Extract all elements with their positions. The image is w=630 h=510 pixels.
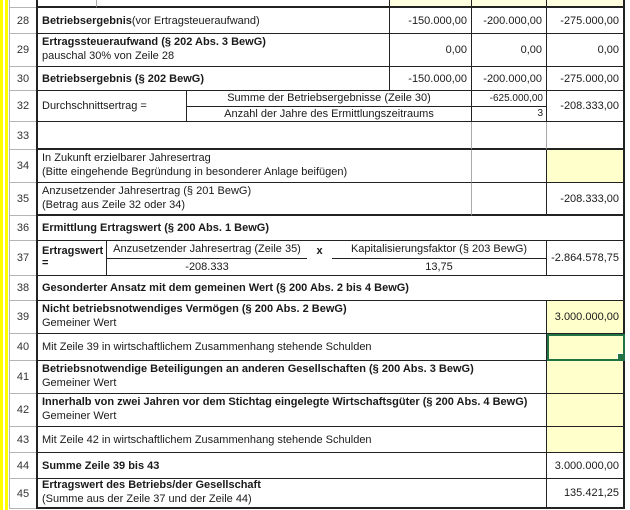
r44-value: 3.000.000,00 [547,453,625,479]
table-row-45 [9,479,625,509]
r32-numerator-value: -625.000,00 [472,91,546,107]
r40-input-cell-selected[interactable] [547,334,625,361]
row-number: 37 [9,241,36,276]
r42-input-cell[interactable] [547,394,625,427]
r45-line1: Ertragswert des Betriebs/der Gesellschaft [42,479,261,492]
row-number: 30 [9,67,36,91]
row-number: 43 [9,427,36,453]
r28-label [38,8,390,34]
partial-row-above [9,0,625,8]
r41-line2: Gemeiner Wert [42,377,117,389]
r41-input-cell[interactable] [547,361,625,394]
r38-section-header: Gesonderter Ansatz mit dem gemeinen Wert (§ 200 Abs. 2 bis 4 BewG) [38,276,625,301]
table-row-38 [9,276,625,301]
r35-line1: Anzusetzender Jahresertrag (§ 201 BewG) [42,184,252,197]
r29-label [38,34,390,67]
table-row-32 [9,91,625,122]
r29-line1: Ertragssteueraufwand (§ 202 Abs. 3 BewG) [42,36,266,49]
r37-factor2 [332,241,547,276]
row-number: 39 [9,301,36,334]
r35-value: -208.333,00 [547,183,625,216]
table-row-40 [9,334,625,361]
row-number: 40 [9,334,36,361]
row-number: 34 [9,150,36,183]
row-number: 29 [9,34,36,67]
partial-cell [547,0,625,8]
table-row-41 [9,361,625,394]
r30-value-year2: -200.000,00 [472,67,547,91]
partial-cell [38,0,97,8]
r42-label [38,394,547,427]
r33-empty-cell [547,122,625,150]
r43-input-cell[interactable] [547,427,625,453]
r37-factor2-label: Kapitalisierungsfaktor (§ 203 BewG) [332,241,546,259]
r36-section-header: Ermittlung Ertragswert (§ 200 Abs. 1 BewG) [38,216,625,241]
r42-line2: Gemeiner Wert [42,410,117,422]
r32-fraction-labels [187,91,472,122]
r42-line1: Innerhalb von zwei Jahren vor dem Stichtag eingelegte Wirtschaftsgüter (§ 200 Abs. 4 BewG) [42,396,528,409]
r37-label: Ertragswert = [38,241,107,276]
table-row-28 [9,8,625,34]
r28-value-year1: -150.000,00 [390,8,472,34]
r29-line2: pauschal 30% von Zeile 28 [42,50,175,62]
table-row-33 [9,122,625,150]
r34-label [38,150,472,183]
left-yellow-stripe [0,0,9,510]
row-number: 35 [9,183,36,216]
r37-factor1-value: -208.333 [185,260,229,273]
r34-line1: In Zukunft erzielbarer Jahresertrag [42,152,211,165]
r39-input-cell[interactable]: 3.000.000,00 [547,301,625,334]
r30-value-year3: -275.000,00 [547,67,625,91]
r32-denominator: Anzahl der Jahre des Ermittlungszeitraums [224,107,434,120]
r34-input-cell[interactable] [547,150,625,183]
r39-label [38,301,547,334]
r33-empty-cell [472,122,547,150]
r30-value-year1: -150.000,00 [390,67,472,91]
r32-fraction-values [472,91,547,122]
r39-line1: Nicht betriebsnotwendiges Vermögen (§ 200 Abs. 2 BewG) [42,303,347,316]
r28-label-bold: Betriebsergebnis [42,14,132,27]
table-row-44 [9,453,625,479]
row-number: 41 [9,361,36,394]
r45-label [38,479,547,509]
table-row-42 [9,394,625,427]
row-number: 44 [9,453,36,479]
r28-label-rest: (vor Ertragsteueraufwand) [131,14,260,27]
row-number: 38 [9,276,36,301]
form-table [9,0,625,510]
table-row-36 [9,216,625,241]
table-row-34 [9,150,625,183]
r28-value-year2: -200.000,00 [472,8,547,34]
r35-mid-cell [472,183,547,216]
r32-denominator-value: 3 [537,108,543,120]
r32-numerator: Summe der Betriebsergebnisse (Zeile 30) [187,91,471,107]
table-row-30 [9,67,625,91]
r32-label: Durchschnittsertrag = [38,91,187,122]
r35-label [38,183,472,216]
table-row-29 [9,34,625,67]
r34-line2: (Bitte eingehende Begründung in besonderer Anlage beifügen) [42,166,348,178]
row-number: 28 [9,8,36,34]
r28-value-year3: -275.000,00 [547,8,625,34]
r45-value: 135.421,25 [547,479,625,509]
r45-line2: (Summe aus der Zeile 37 und der Zeile 44) [42,493,252,505]
table-row-35 [9,183,625,216]
partial-cell [390,0,472,8]
r33-empty-cell [38,122,472,150]
row-number: 45 [9,479,36,509]
row-number: 32 [9,91,36,122]
r29-value-year3: 0,00 [547,34,625,67]
r35-line2: (Betrag aus Zeile 32 oder 34) [42,198,186,211]
r29-value-year1: 0,00 [390,34,472,67]
r37-factor1-label: Anzusetzender Jahresertrag (Zeile 35) [107,241,307,259]
r41-label [38,361,547,394]
r29-value-year2: 0,00 [472,34,547,67]
r37-result: -2.864.578,75 [547,241,625,276]
row-number: 36 [9,216,36,241]
table-row-39 [9,301,625,334]
partial-cell [472,0,547,8]
table-row-37 [9,241,625,276]
r37-factor2-value: 13,75 [425,260,453,273]
r30-label: Betriebsergebnis (§ 202 BewG) [38,67,390,91]
r32-result: -208.333,00 [547,91,625,122]
partial-cell [97,0,390,8]
row-number: 42 [9,394,36,427]
r34-mid-cell [472,150,547,183]
r39-line2: Gemeiner Wert [42,317,117,329]
row-number: 33 [9,122,36,150]
row-header-empty [9,0,36,8]
r41-line1: Betriebsnotwendige Beteiligungen an anderen Gesellschaften (§ 200 Abs. 3 BewG) [42,363,474,376]
r40-label: Mit Zeile 39 in wirtschaftlichem Zusammenhang stehende Schulden [38,334,547,361]
r37-multiply-operator: x [307,241,332,276]
r43-label: Mit Zeile 42 in wirtschaftlichem Zusammenhang stehende Schulden [38,427,547,453]
table-row-43 [9,427,625,453]
r44-label: Summe Zeile 39 bis 43 [38,453,547,479]
r37-factor1 [107,241,307,276]
